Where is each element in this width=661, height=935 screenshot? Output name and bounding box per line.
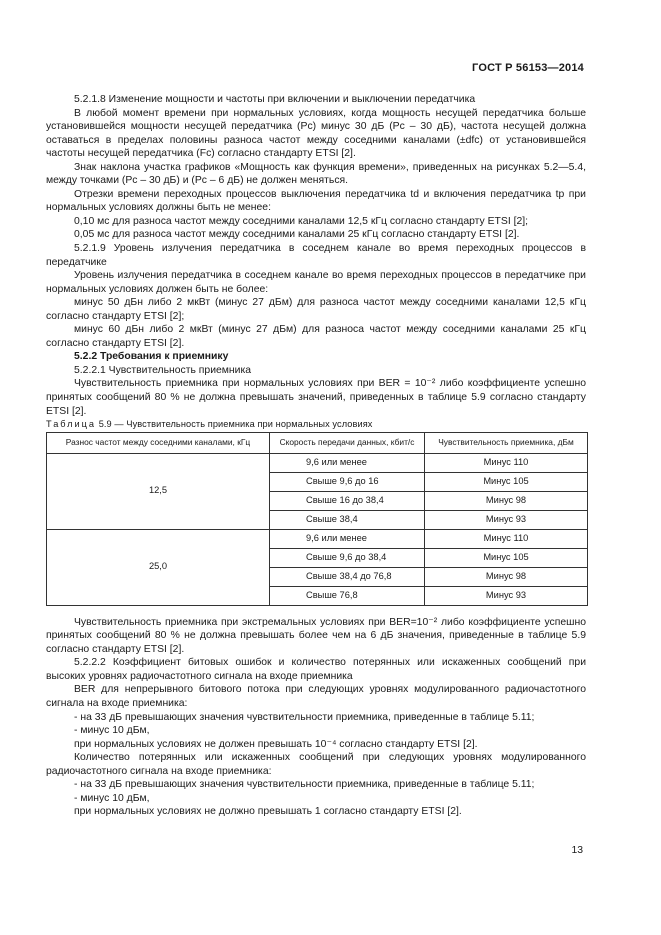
page-content — [46, 93, 586, 819]
data-rate-cell: 9,6 или менее — [270, 453, 425, 472]
paragraph: 0,10 мс для разноса частот между соседними каналами 12,5 кГц согласно стандарту ETSI [2]; — [74, 215, 529, 227]
section-5-2-2-2-heading: 5.2.2.2 Коэффициент битовых ошибок и количество потерянных или искаженных сообщений при высоких уровнях радиочастотного сигнала на входе приемника — [46, 657, 586, 682]
section-5-2-1-9-heading: 5.2.1.9 Уровень излучения передатчика в соседнем канале во время переходных процессов в передатчике — [46, 243, 586, 268]
data-rate-cell: Свыше 76,8 — [270, 586, 425, 605]
column-header: Скорость передачи данных, кбит/с — [270, 432, 425, 453]
paragraph: минус 60 дБн либо 2 мкВт (минус 27 дБм) для разноса частот между соседними каналами 25 кГц согласно стандарту ETSI [2]. — [46, 324, 586, 349]
sensitivity-cell: Минус 93 — [425, 586, 588, 605]
document-id: ГОСТ Р 56153—2014 — [472, 62, 584, 74]
paragraph: 0,05 мс для разноса частот между соседними каналами 25 кГц согласно стандарту ETSI [2]. — [74, 229, 520, 241]
table-row — [47, 453, 588, 472]
paragraph: минус 50 дБн либо 2 мкВт (минус 27 дБм) для разноса частот между соседними каналами 12,5 кГц согласно стандарту ETSI [2]; — [46, 297, 586, 322]
page-number: 13 — [571, 845, 583, 856]
paragraph: Уровень излучения передатчика в соседнем канале во время переходных процессов в передатчике при нормальных условиях должен быть не более: — [46, 270, 586, 295]
table-caption-text: 5.9 — Чувствительность приемника при нормальных условиях — [98, 419, 373, 430]
paragraph: Знак наклона участка графиков «Мощность как функция времени», приведенных на рисунках 5.2—5.4, между точками (Pс – 30 дБ) и (Pс – 6 дБ) не должен меняться. — [46, 161, 586, 187]
list-item: - на 33 дБ превышающих значения чувствительности приемника, приведенные в таблице 5.11; — [74, 711, 535, 723]
sensitivity-cell: Минус 105 — [425, 472, 588, 491]
list-item: - минус 10 дБм, — [74, 792, 150, 804]
data-rate-cell: Свыше 16 до 38,4 — [270, 491, 425, 510]
column-header: Чувствительность приемника, дБм — [425, 432, 588, 453]
sensitivity-cell: Минус 98 — [425, 567, 588, 586]
channel-spacing-cell: 25,0 — [47, 529, 270, 605]
sensitivity-cell: Минус 105 — [425, 548, 588, 567]
table-caption — [46, 418, 586, 432]
section-5-2-1-8-heading: 5.2.1.8 Изменение мощности и частоты при включении и выключении передатчика — [74, 94, 476, 105]
section-5-2-2-1-heading: 5.2.2.1 Чувствительность приемника — [74, 364, 252, 376]
section-5-2-2-heading: 5.2.2 Требования к приемнику — [74, 351, 229, 363]
sensitivity-cell: Минус 98 — [425, 491, 588, 510]
channel-spacing-cell: 12,5 — [47, 453, 270, 529]
table-header-row — [47, 432, 588, 453]
paragraph: при нормальных условиях не должен превышать 10⁻⁴ согласно стандарту ETSI [2]. — [74, 738, 478, 750]
sensitivity-table — [46, 432, 588, 606]
sensitivity-cell: Минус 110 — [425, 453, 588, 472]
paragraph: BER для непрерывного битового потока при следующих уровнях модулированного радиочастотного сигнала на входе приемника: — [46, 684, 586, 709]
paragraph: В любой момент времени при нормальных условиях, когда мощность несущей передатчика больше установившейся мощности несущей передатчика (Pс) минус 30 дБ (Pс – 30 дБ), частота несущей должна оставаться в пределах половины разноса частот между соседними каналами (±dfс) от установившейся частоты несущей передатчика (Fс) согласно стандарту ETSI [2]. — [46, 107, 586, 160]
paragraph: Чувствительность приемника при экстремальных условиях при BER=10⁻² либо коэффициенте успешно принятых сообщений 80 % не должна превышать более чем на 6 дБ значения, приведенные в таблице 5.9 согласно стандарту ETSI [2]. — [46, 616, 586, 655]
data-rate-cell: Свыше 38,4 — [270, 510, 425, 529]
table-row — [47, 529, 588, 548]
list-item: - минус 10 дБм, — [74, 725, 150, 737]
sensitivity-cell: Минус 93 — [425, 510, 588, 529]
sensitivity-cell: Минус 110 — [425, 529, 588, 548]
data-rate-cell: Свыше 9,6 до 38,4 — [270, 548, 425, 567]
paragraph: Чувствительность приемника при нормальных условиях при BER = 10⁻² либо коэффициенте успешно принятых сообщений 80 % не должна превышать значений, приведенных в таблице 5.9 согласно стандарту ETSI [2]. — [46, 378, 586, 417]
table-caption-word: Таблица — [46, 419, 97, 430]
data-rate-cell: 9,6 или менее — [270, 529, 425, 548]
paragraph: при нормальных условиях не должно превышать 1 согласно стандарту ETSI [2]. — [74, 806, 462, 818]
data-rate-cell: Свыше 38,4 до 76,8 — [270, 567, 425, 586]
paragraph: Отрезки времени переходных процессов выключения передатчика td и включения передатчика tр при нормальных условиях должны быть не менее: — [46, 188, 586, 214]
paragraph: Количество потерянных или искаженных сообщений при следующих уровнях модулированного радиочастотного сигнала на входе приемника: — [46, 752, 586, 777]
column-header: Разнос частот между соседними каналами, кГц — [47, 432, 270, 453]
list-item: - на 33 дБ превышающих значения чувствительности приемника, приведенные в таблице 5.11; — [74, 779, 535, 791]
data-rate-cell: Свыше 9,6 до 16 — [270, 472, 425, 491]
